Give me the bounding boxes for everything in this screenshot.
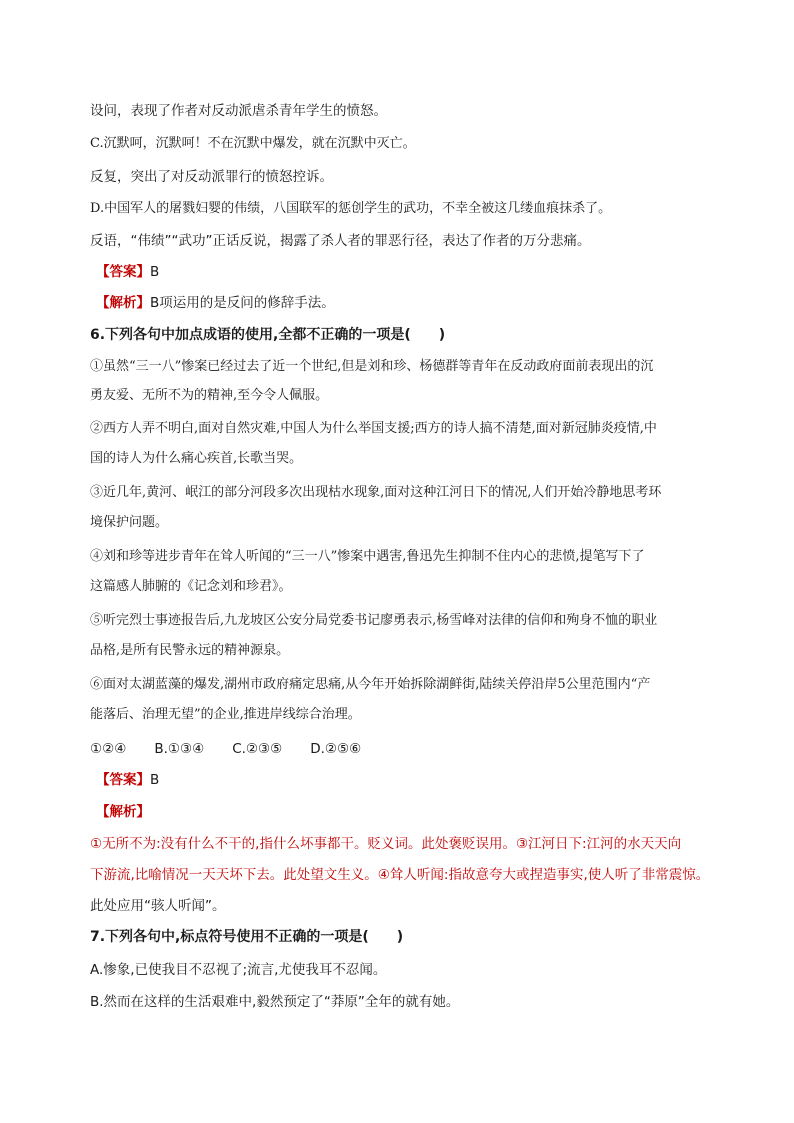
sentence-line: ⑥面对太湖蓝藻的爆发,湖州市政府痛定思痛,从今年开始拆除湖鲜街,陆续关停沿岸5公里范围内“产	[90, 677, 651, 692]
analysis-text: B项运用的是反问的修辞手法。	[150, 295, 335, 311]
sentence-line: 能落后、治理无望”的企业,推进岸线综合治理。	[90, 707, 361, 722]
answer-value: B	[150, 264, 160, 280]
sentence-line: ③近几年,黄河、岷江的部分河段多次出现枯水现象,面对这种江河日下的情况,人们开始冷静地思考环	[90, 485, 662, 500]
sentence-line: 国的诗人为什么痛心疾首,长歌当哭。	[90, 451, 303, 466]
answer-line	[96, 263, 159, 281]
option-b: B.①③④	[154, 741, 205, 757]
sentence-line: ⑤听完烈士事迹报告后,九龙坡区公安分局党委书记廖勇表示,杨雪峰对法律的信仰和殉身不恤的职业	[90, 613, 658, 628]
analysis-text: ①无所不为:没有什么不干的,指什么坏事都干。贬义词。此处褒贬误用。③江河日下:江河的水天天向	[90, 836, 682, 852]
analysis-text: 下游流,比喻情况一天天坏下去。此处望文生义。④耸人听闻:指故意夸大或捏造事实,使人听了非常震惊。	[90, 867, 710, 883]
option-a: ①②④	[90, 741, 127, 757]
analysis-line	[96, 294, 335, 312]
analysis-line	[96, 803, 150, 821]
answer-tag: 【答案】	[96, 264, 150, 280]
answer-tag: 【答案】	[96, 772, 150, 788]
analysis-text: 此处应用“骇人听闻”。	[90, 898, 226, 914]
options-line	[90, 740, 361, 758]
question-title: 7.下列各句中,标点符号使用不正确的一项是( )	[90, 929, 404, 945]
sentence-line: ①虽然“三一八”惨案已经过去了近一个世纪,但是刘和珍、杨德群等青年在反动政府面前表现出的沉	[90, 359, 654, 374]
sentence-line: 这篇感人肺腑的《记念刘和珍君》。	[90, 579, 292, 594]
question-title: 6.下列各句中加点成语的使用,全都不正确的一项是( )	[90, 327, 446, 343]
text-line: 反语，“伟绩”“武功”正话反说，揭露了杀人者的罪恶行径，表达了作者的万分悲痛。	[90, 233, 591, 249]
option-d: D.②⑤⑥	[310, 741, 362, 757]
text-line: 反复，突出了对反动派罪行的愤怒控诉。	[90, 169, 333, 185]
option-line: A.惨象,已使我目不忍视了;流言,尤使我耳不忍闻。	[90, 962, 387, 978]
analysis-tag: 【解析】	[96, 295, 150, 311]
sentence-line: ②西方人弄不明白,面对自然灾难,中国人为什么举国支援;西方的诗人搞不清楚,面对新冠肺炎疫情,中	[90, 421, 657, 436]
answer-line	[96, 771, 159, 789]
sentence-line: 境保护问题。	[90, 515, 169, 530]
analysis-tag: 【解析】	[96, 804, 150, 820]
sentence-line: ④刘和珍等进步青年在耸人听闻的“三一八”惨案中遇害,鲁迅先生抑制不住内心的悲愤,提笔写下了	[90, 549, 645, 564]
sentence-line: 品格,是所有民警永远的精神源泉。	[90, 643, 290, 658]
option-line: B.然而在这样的生活艰难中,毅然预定了“莽原”全年的就有她。	[90, 994, 460, 1010]
text-line: D.中国军人的屠戮妇婴的伟绩，八国联军的惩创学生的武功，不幸全被这几缕血痕抹杀了。	[90, 201, 612, 216]
text-line: 设问，表现了作者对反动派虐杀青年学生的愤怒。	[90, 103, 387, 119]
sentence-line: 勇友爱、无所不为的精神,至今令人佩服。	[90, 388, 329, 403]
answer-value: B	[150, 772, 160, 788]
option-c: C.②③⑤	[232, 741, 283, 757]
text-line: C.沉默呵，沉默呵！不在沉默中爆发，就在沉默中灭亡。	[90, 136, 416, 151]
